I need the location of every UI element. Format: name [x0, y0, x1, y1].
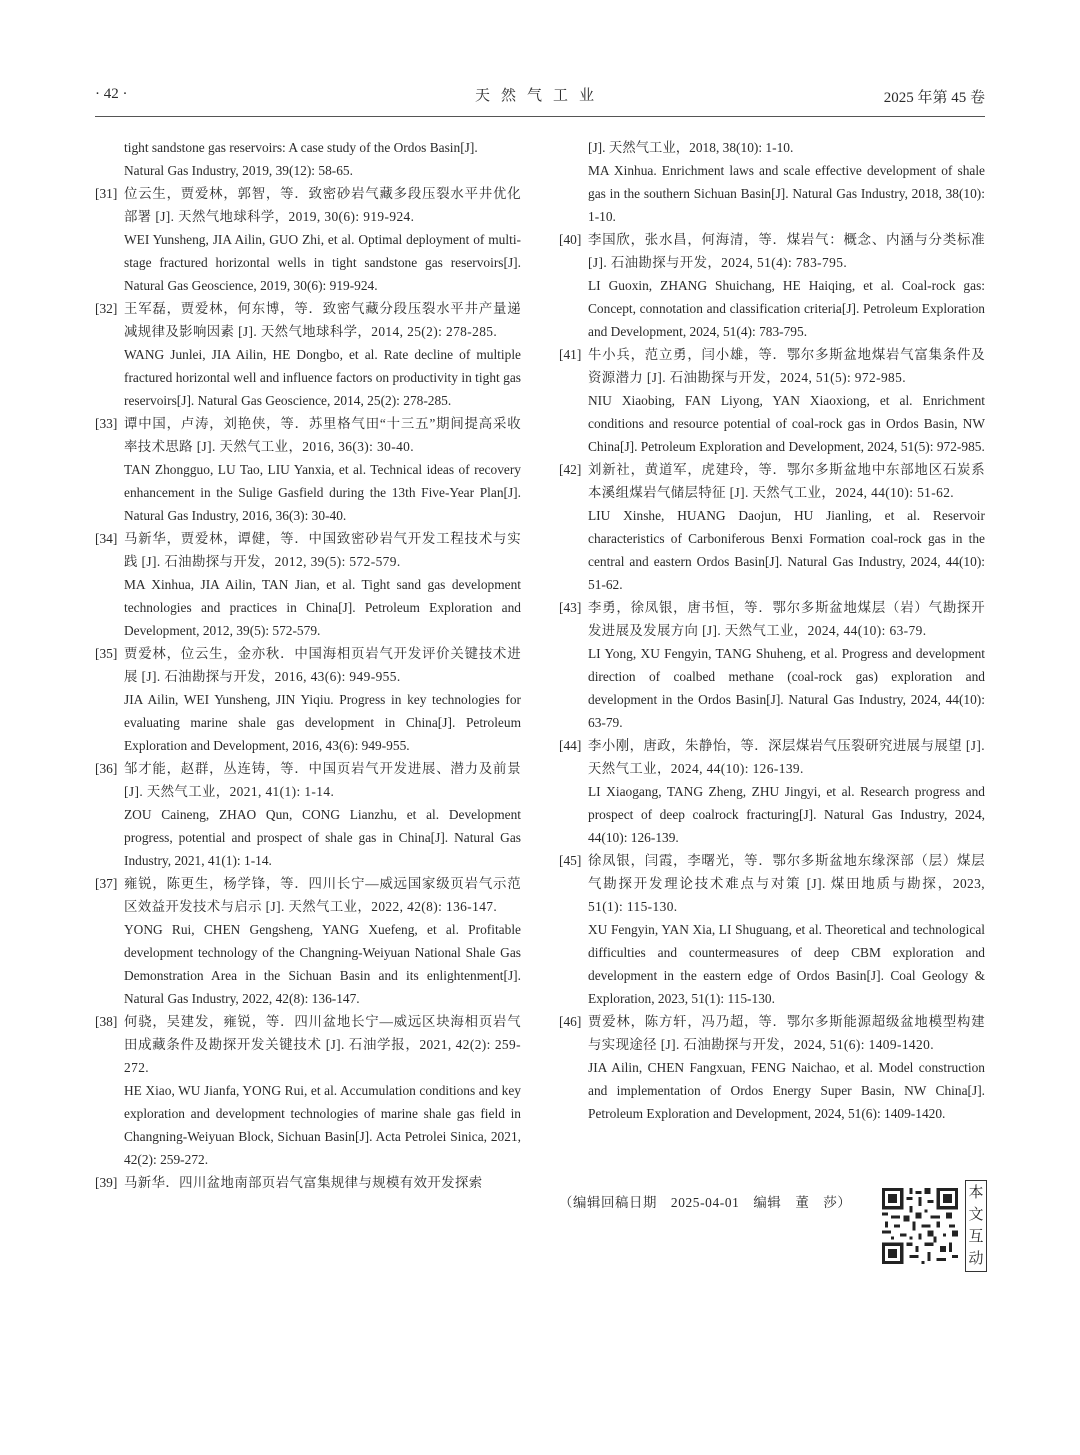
reference-number: [46]: [559, 1014, 582, 1029]
reference-en: JIA Ailin, WEI Yunsheng, JIN Yiqiu. Progress in key technologies for evaluating marine shale gas development in China[J]. Petroleum Exploration and Development, 2016, 43(6): 949-955.: [124, 692, 521, 753]
edit-note: （编辑回稿日期 2025-04-01 编辑 董 莎）: [559, 1195, 852, 1210]
reference-en: NIU Xiaobing, FAN Liyong, YAN Xiaoxiong, et al. Enrichment conditions and resource potential of coal-rock gas in Ordos Basin, NW China[J]. Petroleum Exploration and Development, 2024, 51(5): 972-985.: [588, 393, 985, 454]
reference-number: [35]: [95, 646, 118, 661]
continuation-line: Natural Gas Industry, 2019, 39(12): 58-65.: [124, 163, 353, 178]
reference-cn: 贾爱林，陈方轩，冯乃超，等．鄂尔多斯能源超级盆地模型构建与实现途径 [J]. 石油勘探与开发，2024, 51(6): 1409-1420.: [588, 1014, 985, 1052]
reference-en: LIU Xinshe, HUANG Daojun, HU Jianling, et al. Reservoir characteristics of Carboniferous Benxi Formation coal-rock gas in the central and eastern Ordos Basin[J]. Natural Gas Industry, 2024, 44(10): 51-62.: [588, 508, 985, 592]
reference-item: [95, 527, 521, 642]
reference-en: TAN Zhongguo, LU Tao, LIU Yanxia, et al. Technical ideas of recovery enhancement in the Sulige Gasfield during the 13th Five-Year Plan[J]. Natural Gas Industry, 2016, 36(3): 30-40.: [124, 462, 521, 523]
reference-number: [43]: [559, 600, 582, 615]
reference-cn: 李小刚，唐政，朱静怡，等．深层煤岩气压裂研究进展与展望 [J]. 天然气工业，2024, 44(10): 126-139.: [588, 738, 985, 776]
reference-cn: 雍锐，陈更生，杨学锋，等．四川长宁—威远国家级页岩气示范区效益开发技术与启示 [J]. 天然气工业，2022, 42(8): 136-147.: [124, 876, 521, 914]
article-footer: [559, 1185, 985, 1268]
qr-label-char: 动: [968, 1251, 984, 1267]
reference-en: JIA Ailin, CHEN Fangxuan, FENG Naichao, et al. Model construction and implementation of Ordos Energy Super Basin, NW China[J]. Petroleum Exploration and Development, 2024, 51(6): 1409-1420.: [588, 1060, 985, 1121]
reference-item: [559, 343, 985, 458]
reference-number: [38]: [95, 1014, 118, 1029]
page-number: · 42 ·: [95, 86, 128, 102]
reference-cn: 李国欣，张水昌，何海清，等．煤岩气：概念、内涵与分类标准 [J]. 石油勘探与开发，2024, 51(4): 783-795.: [588, 232, 985, 270]
reference-item: [559, 1010, 985, 1125]
reference-cn: 牛小兵，范立勇，闫小雄，等．鄂尔多斯盆地煤岩气富集条件及资源潜力 [J]. 石油勘探与开发，2024, 51(5): 972-985.: [588, 347, 985, 385]
reference-item: [95, 297, 521, 412]
reference-cn: 何骁，吴建发，雍锐，等．四川盆地长宁—威远区块海相页岩气田成藏条件及勘探开发关键技术 [J]. 石油学报，2021, 42(2): 259-272.: [124, 1014, 521, 1075]
reference-en: LI Xiaogang, TANG Zheng, ZHU Jingyi, et al. Research progress and prospect of deep coalrock fracturing[J]. Natural Gas Industry, 2024, 44(10): 126-139.: [588, 784, 985, 845]
reference-number: [32]: [95, 301, 118, 316]
qr-label: [965, 1180, 987, 1272]
year-volume: 2025 年第 45 卷: [883, 90, 985, 106]
running-header: [95, 84, 985, 110]
reference-cn: 刘新社，黄道军，虎建玲，等．鄂尔多斯盆地中东部地区石炭系本溪组煤岩气储层特征 [J]. 天然气工业，2024, 44(10): 51-62.: [588, 462, 985, 500]
reference-continuation: [559, 136, 985, 228]
continuation-line: [J]. 天然气工业，2018, 38(10): 1-10.: [588, 140, 794, 155]
continuation-line: MA Xinhua. Enrichment laws and scale effective development of shale gas in the southern Sichuan Basin[J]. Natural Gas Industry, 2018, 38(10): 1-10.: [588, 163, 985, 224]
reference-number: [37]: [95, 876, 118, 891]
reference-item: [559, 458, 985, 596]
reference-en: ZOU Caineng, ZHAO Qun, CONG Lianzhu, et al. Development progress, potential and prospect of shale gas in China[J]. Natural Gas Industry, 2021, 41(1): 1-14.: [124, 807, 521, 868]
reference-cn: 李勇，徐凤银，唐书恒，等．鄂尔多斯盆地煤层（岩）气勘探开发进展及发展方向 [J]. 天然气工业，2024, 44(10): 63-79.: [588, 600, 985, 638]
left-column: [95, 136, 521, 1194]
reference-cn: 谭中国，卢涛，刘艳侠，等．苏里格气田“十三五”期间提高采收率技术思路 [J]. 天然气工业，2016, 36(3): 30-40.: [124, 416, 521, 454]
reference-number: [42]: [559, 462, 582, 477]
qr-code-icon[interactable]: [881, 1188, 959, 1264]
continuation-line: tight sandstone gas reservoirs: A case study of the Ordos Basin[J].: [124, 140, 478, 155]
reference-item: [95, 1010, 521, 1171]
reference-number: [34]: [95, 531, 118, 546]
reference-number: [44]: [559, 738, 582, 753]
reference-number: [45]: [559, 853, 582, 868]
reference-cn: 贾爱林，位云生，金亦秋．中国海相页岩气开发评价关键技术进展 [J]. 石油勘探与开发，2016, 43(6): 949-955.: [124, 646, 521, 684]
reference-cn: 马新华．四川盆地南部页岩气富集规律与规模有效开发探索: [124, 1175, 483, 1190]
reference-en: HE Xiao, WU Jianfa, YONG Rui, et al. Accumulation conditions and key exploration and development technologies of marine shale gas field in Changning-Weiyuan Block, Sichuan Basin[J]. Acta Petrolei Sinica, 2021, 42(2): 259-272.: [124, 1083, 521, 1167]
reference-continuation: [95, 136, 521, 182]
reference-item: [95, 757, 521, 872]
reference-cn: 邹才能，赵群，丛连铸，等．中国页岩气开发进展、潜力及前景 [J]. 天然气工业，2021, 41(1): 1-14.: [124, 761, 521, 799]
journal-name: 天然气工业: [474, 88, 605, 104]
reference-en: MA Xinhua, JIA Ailin, TAN Jian, et al. Tight sand gas development technologies and practices in China[J]. Petroleum Exploration and Development, 2012, 39(5): 572-579.: [124, 577, 521, 638]
reference-number: [31]: [95, 186, 118, 201]
reference-en: WEI Yunsheng, JIA Ailin, GUO Zhi, et al. Optimal deployment of multi-stage fractured horizontal wells in tight sandstone gas reservoirs[J]. Natural Gas Geoscience, 2019, 30(6): 919-924.: [124, 232, 521, 293]
right-column: [559, 136, 985, 1125]
reference-en: LI Yong, XU Fengyin, TANG Shuheng, et al. Progress and development direction of coalbed methane (coal-rock gas) exploration and development in the Ordos Basin[J]. Natural Gas Industry, 2024, 44(10): 63-79.: [588, 646, 985, 730]
reference-number: [39]: [95, 1175, 118, 1190]
reference-item: [559, 596, 985, 734]
qr-label-char: 互: [968, 1229, 984, 1245]
reference-cn: 王军磊，贾爱林，何东博，等．致密气藏分段压裂水平井产量递减规律及影响因素 [J]. 天然气地球科学，2014, 25(2): 278-285.: [124, 301, 521, 339]
reference-en: WANG Junlei, JIA Ailin, HE Dongbo, et al. Rate decline of multiple fractured horizontal well and influence factors on productivity in tight gas reservoirs[J]. Natural Gas Geoscience, 2014, 25(2): 278-285.: [124, 347, 521, 408]
reference-number: [40]: [559, 232, 582, 247]
reference-item: [95, 1171, 521, 1194]
reference-item: [559, 849, 985, 1010]
reference-item: [95, 412, 521, 527]
reference-en: YONG Rui, CHEN Gengsheng, YANG Xuefeng, et al. Profitable development technology of the Changning-Weiyuan National Shale Gas Demonstration Area in the Sichuan Basin and its enlightenment[J]. Natural Gas Industry, 2022, 42(8): 136-147.: [124, 922, 521, 1006]
qr-label-char: 文: [968, 1207, 984, 1223]
header-rule: [95, 116, 985, 117]
reference-item: [559, 734, 985, 849]
reference-item: [95, 182, 521, 297]
reference-item: [95, 642, 521, 757]
reference-number: [36]: [95, 761, 118, 776]
reference-cn: 徐凤银，闫霞，李曙光，等．鄂尔多斯盆地东缘深部（层）煤层气勘探开发理论技术难点与对策 [J]. 煤田地质与勘探，2023, 51(1): 115-130.: [588, 853, 985, 914]
reference-cn: 位云生，贾爱林，郭智，等．致密砂岩气藏多段压裂水平井优化部署 [J]. 天然气地球科学，2019, 30(6): 919-924.: [124, 186, 521, 224]
reference-item: [559, 228, 985, 343]
reference-number: [33]: [95, 416, 118, 431]
reference-number: [41]: [559, 347, 582, 362]
reference-en: XU Fengyin, YAN Xia, LI Shuguang, et al. Theoretical and technological difficulties and countermeasures of deep CBM exploration and development in the eastern edge of Ordos Basin[J]. Coal Geology & Exploration, 2023, 51(1): 115-130.: [588, 922, 985, 1006]
qr-label-char: 本: [968, 1185, 984, 1201]
reference-item: [95, 872, 521, 1010]
reference-en: LI Guoxin, ZHANG Shuichang, HE Haiqing, et al. Coal-rock gas: Concept, connotation and classification criteria[J]. Petroleum Exploration and Development, 2024, 51(4): 783-795.: [588, 278, 985, 339]
reference-cn: 马新华，贾爱林，谭健，等．中国致密砂岩气开发工程技术与实践 [J]. 石油勘探与开发，2012, 39(5): 572-579.: [124, 531, 521, 569]
